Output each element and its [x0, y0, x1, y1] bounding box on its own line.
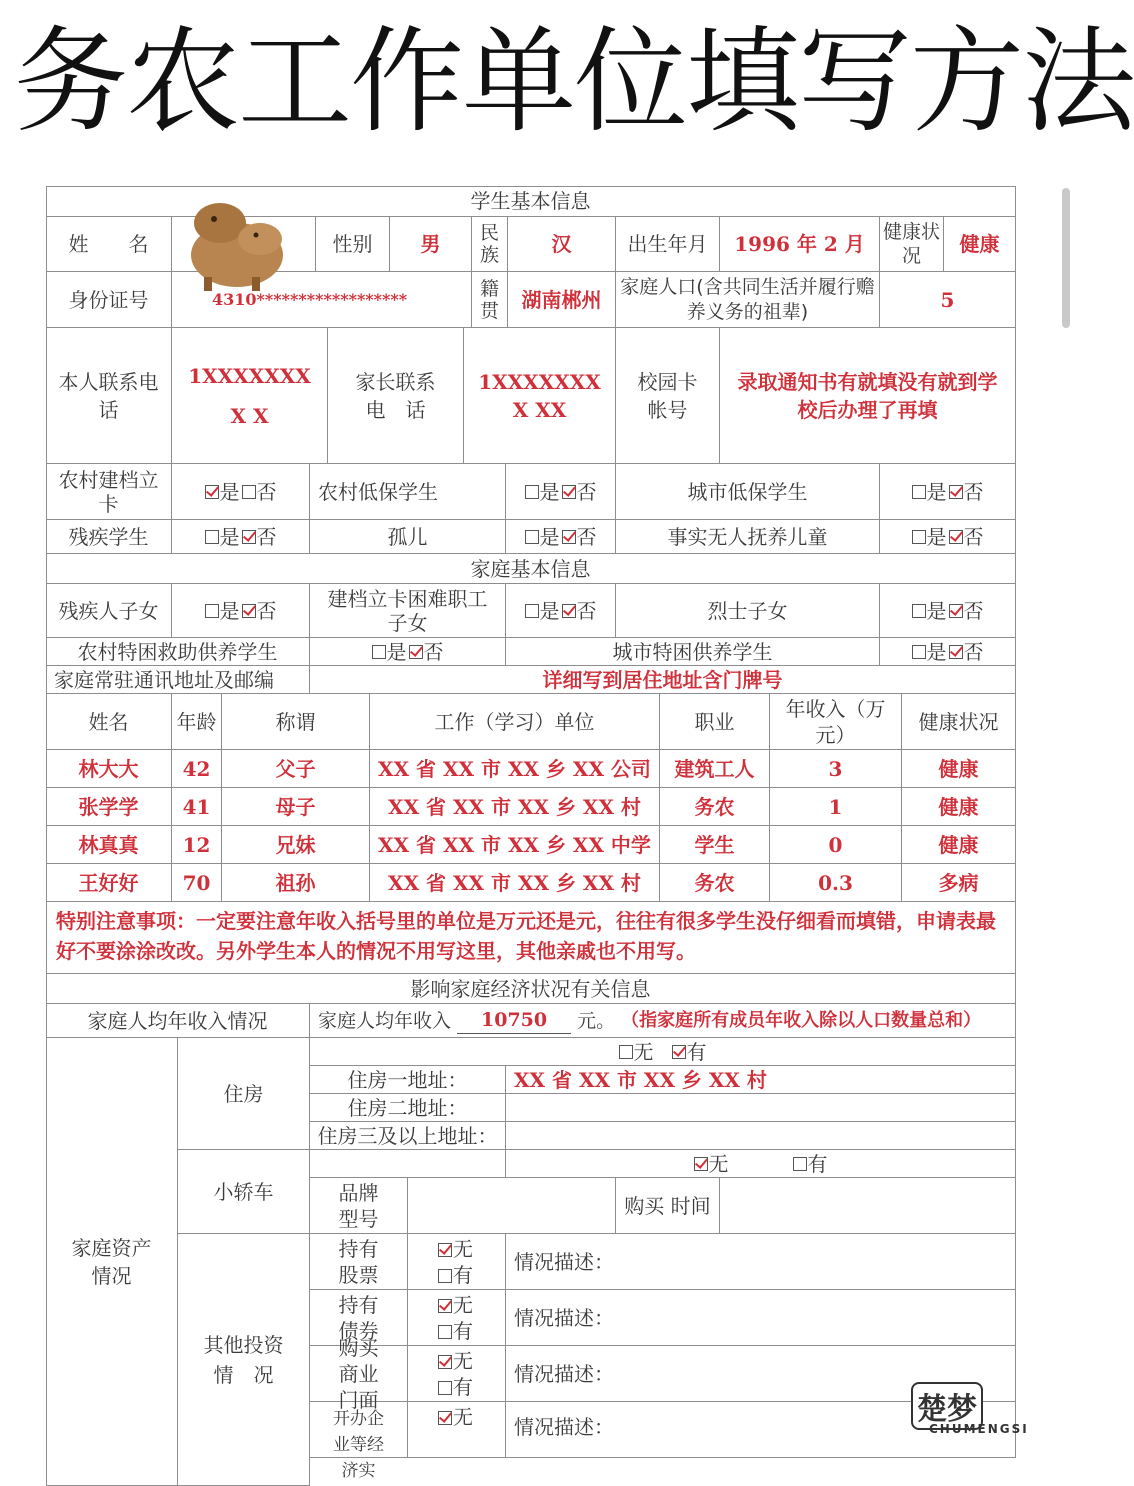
no-checkbox[interactable]	[242, 604, 256, 618]
assets-label: 家庭资产情况	[46, 1038, 178, 1486]
card-value: 录取通知书有就填没有就到学校后办理了再填	[720, 328, 1016, 464]
application-form	[46, 186, 1016, 1486]
member-health: 健康	[902, 788, 1016, 826]
none-label: 无	[453, 1405, 473, 1429]
members-header-name: 姓名	[46, 694, 172, 750]
invest-item: 购买商业门面	[310, 1346, 408, 1402]
gender-value: 男	[390, 217, 472, 272]
member-job: 务农	[660, 864, 770, 902]
watermark-sub: CHUMENGSI	[929, 1422, 1029, 1436]
urban-dibao-label: 城市低保学生	[616, 464, 880, 520]
rural-dibao-check	[506, 464, 616, 520]
ethnicity-label: 民族	[472, 217, 508, 272]
brand-value	[408, 1178, 616, 1234]
income-value: 10750	[457, 1007, 571, 1034]
health-value: 健康	[944, 217, 1016, 272]
address-value: 详细写到居住地址含门牌号	[310, 666, 1016, 694]
member-income: 3	[770, 750, 902, 788]
none-checkbox[interactable]	[619, 1045, 633, 1059]
members-header-relation: 称谓	[222, 694, 370, 750]
no-checkbox[interactable]	[409, 645, 423, 659]
member-age: 12	[172, 826, 222, 864]
no-checkbox[interactable]	[949, 645, 963, 659]
no-label: 否	[576, 524, 597, 549]
yes-label: 是	[219, 598, 240, 623]
yes-label: 是	[926, 598, 947, 623]
member-work: XX 省 XX 市 XX 乡 XX 中学	[370, 826, 660, 864]
phone-value: 1XXXXXXXX X	[172, 328, 328, 464]
disabled-check	[172, 520, 310, 554]
special-note: 特别注意事项：一定要注意年收入括号里的单位是万元还是元，往往有很多学生没仔细看而填错，申请表最好不要涂涂改改。另外学生本人的情况不用写这里，其他亲戚也不用写。	[46, 902, 1016, 974]
no-checkbox[interactable]	[949, 530, 963, 544]
no-label: 否	[963, 524, 984, 549]
house1-value: XX 省 XX 市 XX 乡 XX 村	[506, 1066, 1016, 1094]
brand-label: 品牌型号	[310, 1178, 408, 1234]
member-health: 健康	[902, 826, 1016, 864]
member-name: 林真真	[46, 826, 172, 864]
yes-checkbox[interactable]	[525, 530, 539, 544]
invest-item: 持有股票	[310, 1234, 408, 1290]
no-label: 否	[963, 479, 984, 504]
section-family-info: 家庭基本信息	[46, 554, 1016, 584]
yes-checkbox[interactable]	[525, 604, 539, 618]
none-label: 无	[453, 1292, 473, 1317]
invest-item: 持有债券	[310, 1290, 408, 1346]
watermark-main: 楚梦	[911, 1382, 983, 1430]
invest-item: 开办企业等经济实	[310, 1402, 408, 1458]
parent-phone-value: 1XXXXXXXX XX	[464, 328, 616, 464]
have-label: 有	[453, 1262, 473, 1287]
yes-label: 是	[386, 639, 407, 664]
member-health: 健康	[902, 750, 1016, 788]
hardship-worker-label: 建档立卡困难职工子女	[310, 584, 506, 638]
no-label: 否	[256, 598, 277, 623]
member-health: 多病	[902, 864, 1016, 902]
no-label: 否	[963, 598, 984, 623]
scrollbar[interactable]	[1062, 188, 1070, 328]
car-label: 小轿车	[178, 1150, 310, 1234]
rural-dibao-label: 农村低保学生	[310, 464, 506, 520]
id-label: 身份证号	[46, 272, 172, 328]
invest-desc: 情况描述：	[506, 1346, 1016, 1402]
member-job: 建筑工人	[660, 750, 770, 788]
invest-desc: 情况描述：	[506, 1290, 1016, 1346]
yes-checkbox[interactable]	[205, 530, 219, 544]
car-empty	[310, 1150, 506, 1178]
have-label: 有	[453, 1374, 473, 1399]
id-value: 4310******************	[172, 272, 472, 328]
yes-checkbox[interactable]	[372, 645, 386, 659]
house3-value	[506, 1122, 1016, 1150]
yes-label: 是	[926, 479, 947, 504]
urban-dibao-check	[880, 464, 1016, 520]
buy-time-label: 购买 时间	[616, 1178, 720, 1234]
member-income: 1	[770, 788, 902, 826]
ethnicity-value: 汉	[508, 217, 616, 272]
none-checkbox[interactable]	[438, 1243, 452, 1257]
section-economy-info: 影响家庭经济状况有关信息	[46, 974, 1016, 1004]
address-label: 家庭常驻通讯地址及邮编	[46, 666, 310, 694]
yes-checkbox[interactable]	[912, 604, 926, 618]
yes-checkbox[interactable]	[912, 645, 926, 659]
none-label: 无	[708, 1151, 729, 1176]
rural-card-check	[172, 464, 310, 520]
yes-label: 是	[926, 639, 947, 664]
house1-label: 住房一地址：	[310, 1066, 506, 1094]
income-prefix: 家庭人均年收入	[318, 1009, 452, 1032]
no-checkbox[interactable]	[242, 485, 256, 499]
members-header-income: 年收入（万元）	[770, 694, 902, 750]
none-checkbox[interactable]	[438, 1411, 452, 1425]
no-label: 否	[963, 639, 984, 664]
origin-value: 湖南郴州	[508, 272, 616, 328]
buy-time-value	[720, 1178, 1016, 1234]
invest-check	[408, 1234, 506, 1290]
members-header-age: 年龄	[172, 694, 222, 750]
invest-check	[408, 1346, 506, 1402]
income-row	[310, 1004, 1016, 1038]
none-label: 无	[453, 1348, 473, 1373]
income-label: 家庭人均年收入情况	[46, 1004, 310, 1038]
income-hint: （指家庭所有成员年收入除以人口数量总和）	[621, 1009, 982, 1031]
no-checkbox[interactable]	[949, 485, 963, 499]
invest-label: 其他投资情 况	[178, 1234, 310, 1486]
urban-special-check	[880, 638, 1016, 666]
member-age: 41	[172, 788, 222, 826]
hardship-worker-check	[506, 584, 616, 638]
no-label: 否	[576, 479, 597, 504]
yes-label: 是	[219, 479, 240, 504]
member-name: 林大大	[46, 750, 172, 788]
have-checkbox[interactable]	[672, 1045, 686, 1059]
member-name: 王好好	[46, 864, 172, 902]
yes-checkbox[interactable]	[525, 485, 539, 499]
have-checkbox[interactable]	[438, 1269, 452, 1283]
page-title: 务农工作单位填写方法	[14, 15, 1134, 148]
rural-card-label: 农村建档立卡	[46, 464, 172, 520]
rural-special-label: 农村特困救助供养学生	[46, 638, 310, 666]
member-job: 学生	[660, 826, 770, 864]
member-age: 70	[172, 864, 222, 902]
member-relation: 母子	[222, 788, 370, 826]
card-label: 校园卡帐号	[616, 328, 720, 464]
member-job: 务农	[660, 788, 770, 826]
income-unit: 元。	[577, 1009, 616, 1032]
have-checkbox[interactable]	[793, 1157, 807, 1171]
invest-desc: 情况描述：	[506, 1402, 1016, 1458]
disabled-label: 残疾学生	[46, 520, 172, 554]
yes-checkbox[interactable]	[912, 530, 926, 544]
car-check	[506, 1150, 1016, 1178]
member-name: 张学学	[46, 788, 172, 826]
none-checkbox[interactable]	[694, 1157, 708, 1171]
parent-phone-label: 家长联系电 话	[328, 328, 464, 464]
have-checkbox[interactable]	[438, 1325, 452, 1339]
house3-label: 住房三及以上地址：	[310, 1122, 506, 1150]
member-age: 42	[172, 750, 222, 788]
invest-desc: 情况描述：	[506, 1234, 1016, 1290]
have-checkbox[interactable]	[438, 1381, 452, 1395]
no-label: 否	[576, 598, 597, 623]
house2-label: 住房二地址：	[310, 1094, 506, 1122]
invest-check	[408, 1290, 506, 1346]
yes-label: 是	[219, 524, 240, 549]
member-relation: 祖孙	[222, 864, 370, 902]
yes-checkbox[interactable]	[912, 485, 926, 499]
member-work: XX 省 XX 市 XX 乡 XX 村	[370, 864, 660, 902]
orphan-check	[506, 520, 616, 554]
birth-label: 出生年月	[616, 217, 720, 272]
urban-special-label: 城市特困供养学生	[506, 638, 880, 666]
no-checkbox[interactable]	[562, 530, 576, 544]
housing-label: 住房	[178, 1038, 310, 1150]
section-student-info: 学生基本信息	[46, 186, 1016, 217]
members-header-work: 工作（学习）单位	[370, 694, 660, 750]
none-checkbox[interactable]	[438, 1355, 452, 1369]
orphan-label: 孤儿	[310, 520, 506, 554]
yes-label: 是	[539, 479, 560, 504]
no-checkbox[interactable]	[949, 604, 963, 618]
housing-check	[310, 1038, 1016, 1066]
no-label: 否	[256, 524, 277, 549]
watermark-logo	[905, 1382, 1075, 1438]
have-label: 有	[453, 1318, 473, 1343]
population-value: 5	[880, 272, 1016, 328]
rural-special-check	[310, 638, 506, 666]
member-relation: 兄妹	[222, 826, 370, 864]
gender-label: 性别	[316, 217, 390, 272]
none-checkbox[interactable]	[438, 1299, 452, 1313]
disabled-child-label: 残疾人子女	[46, 584, 172, 638]
member-income: 0.3	[770, 864, 902, 902]
member-work: XX 省 XX 市 XX 乡 XX 村	[370, 788, 660, 826]
no-label: 否	[256, 479, 277, 504]
health-label: 健康状况	[880, 217, 944, 272]
no-checkbox[interactable]	[562, 485, 576, 499]
none-label: 无	[453, 1236, 473, 1261]
house2-value	[506, 1094, 1016, 1122]
member-relation: 父子	[222, 750, 370, 788]
name-label: 姓 名	[46, 217, 172, 272]
members-header-health: 健康状况	[902, 694, 1016, 750]
member-work: XX 省 XX 市 XX 乡 XX 公司	[370, 750, 660, 788]
unsupported-label: 事实无人抚养儿童	[616, 520, 880, 554]
disabled-child-check	[172, 584, 310, 638]
unsupported-check	[880, 520, 1016, 554]
origin-label: 籍贯	[472, 272, 508, 328]
member-income: 0	[770, 826, 902, 864]
birth-value: 1996 年 2 月	[720, 217, 880, 272]
martyr-child-check	[880, 584, 1016, 638]
no-label: 否	[423, 639, 444, 664]
name-photo-cell	[172, 217, 316, 272]
none-label: 无	[633, 1039, 654, 1064]
no-checkbox[interactable]	[242, 530, 256, 544]
phone-label: 本人联系电话	[46, 328, 172, 464]
yes-label: 是	[539, 524, 560, 549]
martyr-child-label: 烈士子女	[616, 584, 880, 638]
yes-checkbox[interactable]	[205, 604, 219, 618]
population-label: 家庭人口(含共同生活并履行赡养义务的祖辈)	[616, 272, 880, 328]
invest-check	[408, 1402, 506, 1458]
yes-checkbox[interactable]	[205, 485, 219, 499]
members-header-job: 职业	[660, 694, 770, 750]
have-label: 有	[686, 1039, 707, 1064]
yes-label: 是	[926, 524, 947, 549]
yes-label: 是	[539, 598, 560, 623]
have-label: 有	[807, 1151, 828, 1176]
no-checkbox[interactable]	[562, 604, 576, 618]
